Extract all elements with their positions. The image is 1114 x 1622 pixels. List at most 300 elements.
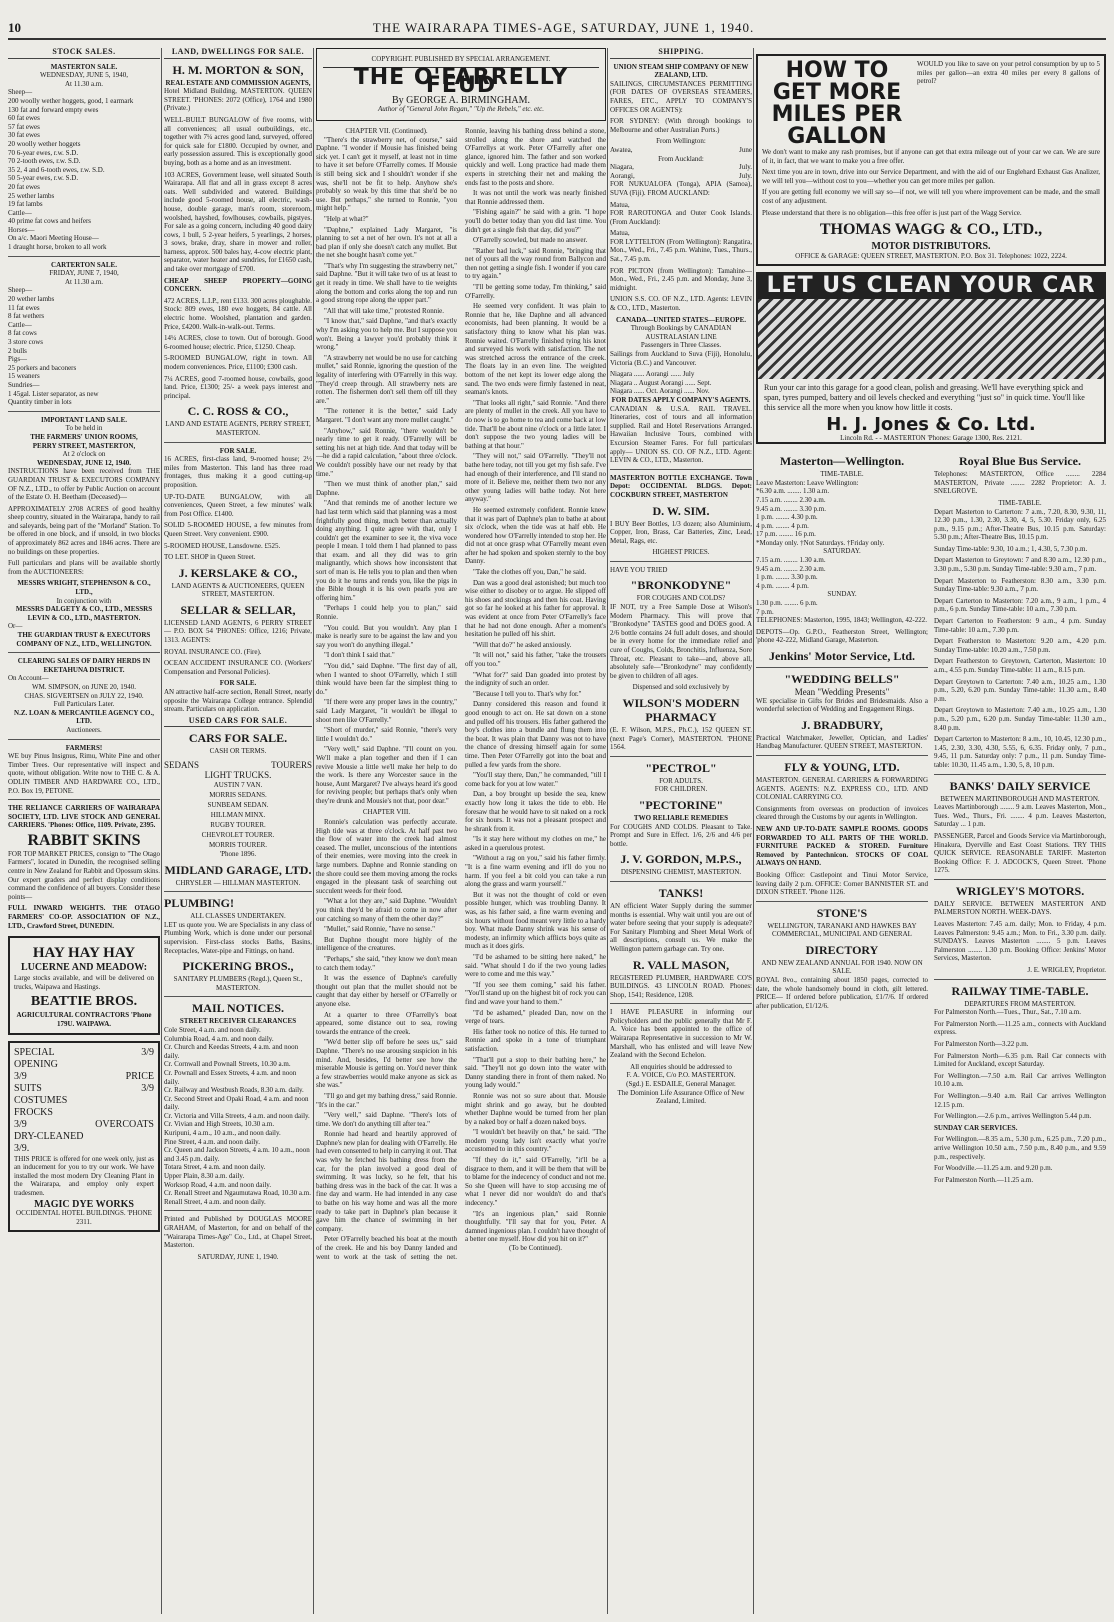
clean-banner: LET US CLEAN YOUR CAR [758,274,1104,299]
story-paragraph: "You could. But you wouldn't. Any plan I make is nearly sure to be against the law and you say you won't do anything illegal." [316,623,457,649]
street-receiver: STREET RECEIVER CLEARANCES [179,1017,297,1026]
sale-item: 70 6-year ewes, r.w. S.D. [8,148,79,157]
special-right: 3/9 [141,1082,154,1094]
bradbury-details: Practical Watchmaker, Jeweller, Optician, and Ladies' Handbag Manufacturer. QUEEN STREET, MASTERTON. [756,733,928,751]
car-row: CHEVROLET TOURER. [201,831,275,839]
column-serial-story [316,48,606,1614]
railway-row: For Palmerston North.—Tues., Thur., Sat., 7.10 a.m. [934,1008,1082,1017]
special-row [14,1143,154,1155]
story-paragraph: "I know that," said Daphne, "and that's exactly why I'm asking you to help me. But I suppose you won't. Being a lawyer you'd probably think it wrong." [316,317,457,352]
masthead-title: THE WAIRARAPA TIMES-AGE, SATURDAY, JUNE 1, 1940. [372,20,755,35]
hay-heading: HAY HAY HAY [32,945,136,962]
banks-line: BETWEEN MARTINBOROUGH AND MASTERTON. [940,794,1100,803]
railway-heading: RAILWAY TIME-TABLE. [951,983,1089,998]
sale-time: At 11.30 a.m. [64,277,104,286]
mail-item: Cr. Cornwall and Pownall Streets, 10.30 a.m. [164,1060,291,1069]
bradbury: J. BRADBURY, [801,717,883,732]
story-paragraph: "That looks all right," said Ronnie. "And there are plenty of mullet in the creek. All you have to do now is to go home to tea and come back at low tide. That'll be about nine o'clock or a little later. I don't suppose the two young ladies will be bathing at that hour." [465,398,606,450]
for-sale: FOR SALE. [219,679,257,688]
divider [934,879,1106,880]
chapter-heading: CHAPTER VIII. [362,807,411,816]
rabbit-skins-body: FOR TOP MARKET PRICES, consign to "The Otago Farmers", located in Dunedin, the recognised selling centre in New Zealand for Rabbit and Opossum skins. Our expert graders and perfect display conditions command the confidence of all buyers. Consider these points— [8,849,160,901]
column-land-dwellings [164,48,312,1614]
sale-item: 50 5-year ewes, r.w. S.D. [8,174,79,183]
royal-row: Depart Featherston to Greytown, Carterton, Masterton: 10 a.m., 4.55 p.m. Sunday Time-table: 11 a.m., 8.15 p.m. [934,657,1106,674]
land-sale-body: INSTRUCTIONS have been received from THE GUARDIAN TRUST & EXECUTORS COMPANY OF N.Z., LTD., to offer by Public Auction on account of the Estate O. H. Beetham (Deceased)— [8,467,160,502]
mail-notices: MAIL NOTICES. [191,1001,285,1016]
royal-row: Depart Masterton to Carterton: 7 a.m., 7.20, 8.30, 9.30, 11, 12.30 p.m., 1.30, 2.30, 3.30, 4, 5, 5.30. Friday only, 6.25 p.m., 9.15 p.m.; After-Theatre Bus, 10.15 p.m. Saturday: 5.30 p.m.; After-Theatre Bus, 10.15 p.m. [934,507,1106,542]
royal-row: Depart Masterton to Greytown: 7 and 8.30 a.m., 12.30 p.m., 3.30 p.m., 5.30 p.m. Sunday Time-table: 9.30 a.m., 7 p.m. [934,556,1106,574]
canada-heading: CANADA—UNITED STATES—EUROPE. [615,315,747,324]
pickering-bros: PICKERING BROS., [182,959,294,974]
car-row: LIGHT TRUCKS. [204,770,272,780]
remedies-body: For COUGHS AND COLDS. Pleasant to Take. Prompt and Sure in Effect. 1/6, 2/6 and 4/6 per bottle. [610,822,752,848]
divider [934,774,1106,775]
hay-advert [8,936,160,1034]
highest-prices: HIGHEST PRICES. [652,548,710,557]
story-paragraph: "Perhaps I could help you to plan," said Ronnie. [316,604,457,622]
divider [756,901,928,902]
clearing-line: Full Particulars Later. [53,700,115,709]
mw-telephones: TELEPHONES: Masterton, 1995, 1843; Wellington, 42-222. [756,616,927,625]
divider [8,256,160,257]
matua: Matua, [610,229,630,238]
dominion-line: (Sgd.) E. ESDAILE, General Manager. [626,1080,736,1089]
auctioneer: THE GUARDIAN TRUST & EXECUTORS COMPANY OF N.Z., LTD., WELLINGTON. [16,631,152,648]
mw-heading: Masterton—Wellington. [779,454,905,469]
agent-line: LICENSED LAND AGENTS, 6 PERRY STREET — P.O. BOX 54 'PHONES: Office, 1216; Private, 1313. AGENTS: [164,618,312,645]
nukualofa: FOR NUKUALOFA (Tonga), APIA (Samoa), SUVA (Fiji). FROM AUCKLAND: [610,180,752,197]
royal-row: Depart Carterton to Featherston: 9 a.m., 4 p.m. Sunday Time-table: 10 a.m., 7.30 p.m. [934,617,1106,634]
sale-date: FRIDAY, JUNE 7, 1940, [49,269,119,278]
special-right: PRICE [125,1070,154,1082]
mw-sub: TIME-TABLE. [820,470,864,479]
sale-item: 8 fat wethers [8,312,45,321]
special-row [14,1119,154,1131]
gallon-heading: HOW TO GET MORE MILES PER GALLON [771,58,903,149]
sale-item: 60 fat ewes [8,114,40,123]
story-paragraph: "You'll stay there, Dan," he commanded, "till I come back for you at low water." [465,771,606,788]
bottle-body: I BUY Beer Bottles, 1/3 dozen; also Aluminium, Copper, Iron, Brass, Car Batteries, Zinc, Lead, Metal, Rags, etc. [610,519,752,545]
bronkodyne-question: HAVE YOU TRIED [610,565,668,574]
stones-directory: DIRECTORY [805,942,879,957]
stones: STONE'S [816,905,868,920]
clearing-line: On Account— [8,674,49,683]
story-paragraph: "Then we must think of another plan," said Daphne. [316,480,457,497]
matua: Matua, [610,200,630,209]
mail-item: Cr. Second Street and Opaki Road, 4 a.m. and noon daily. [164,1094,309,1112]
car-illustration [758,299,1104,379]
story-paragraph: It was the essence of Daphne's carefully thought out plan that the mullet should not be caught that day either by herself or O'Farrelly or anyone else. [316,974,457,1008]
story-paragraph: "Short of murder," said Ronnie, "there's very little I wouldn't do." [316,726,457,743]
sale-item: Pigs— [8,355,28,364]
wedding-sub: Mean "Wedding Presents" [794,687,890,697]
jenkins: Jenkins' Motor Service, Ltd. [768,649,916,663]
divider [8,652,160,653]
sale-item: 70 2-tooth ewes, r.w. S.D. [8,157,81,166]
dominion-line: All enquiries should be addressed to [630,1062,732,1071]
story-paragraph: At a quarter to three O'Farrelly's boat appeared, some distance out to sea, rowing towards the entrance of the creek. [316,1010,457,1036]
mw-row: 17 p.m. ........ 16 p.m. [756,530,816,539]
sale-item: 20 fat ewes [8,182,40,191]
mail-item: Totara Street, 4 a.m. and noon daily. [164,1163,266,1172]
property-listing: 14¼ ACRES, close to town. Out of borough. Good 6-roomed house; electric. Price, £1250. Cheap. [164,334,312,351]
sale-item: 57 fat ewes [8,122,40,131]
mail-item: Cr. Church and Keedas Streets, 4 a.m. and noon daily. [164,1043,299,1060]
land-sale-body: Full particulars and plans will be available shortly from the AUCTIONEERS: [8,559,160,576]
railway-row: For Palmerston North—6.35 p.m. Rail Car connects with Limited for Auckland, except Saturday. [934,1051,1106,1069]
special-row [14,1107,154,1119]
story-paragraph: "That's why I'm suggesting the strawberry net," said Daphne. "But it will take two of us at least to get it ready in time. We shall have to tie weights along the bottom and corks along the top and run a good strong rope along the upper part." [316,261,457,305]
divider [8,799,160,800]
royal-row: Depart Featherston to Masterton: 9.20 a.m., 4.20 p.m. Sunday Time-table: 10.20 a.m., 7.50 p.m. [934,637,1106,654]
story-paragraph: Ronnie's calculation was perfectly accurate. High tide was at three o'clock. At half past two the flow of water into the creek had almost ceased. The mullet, unconscious of the intentions of their enemies, were moving into the creek in large numbers. Daphne and Ronnie standing on the shore could see them moving among the rocks engaged in the pleasant task of searching out succulent weeds for their food. [316,818,457,895]
car-row: SUNBEAM SEDAN. [207,801,269,809]
mw-depots: DEPOTS—Op. G.P.O., Featherston Street, Wellington; 'phone 42-222, Midland Garage, Masterton. [756,627,928,645]
property-listing: 7¼ ACRES, good 7-roomed house, cowbails, good land. Price, £1300; 25/- a week pays interest and principal. [164,374,312,400]
mail-item: Cr. Pownall and Essex Streets, 4 a.m. and noon daily. [164,1068,297,1086]
royal-phones: Telephones: MASTERTON, Office ........ 2284 MASTERTON, Private ........ 2282 Proprietor: A. J. SNELGROVE. [934,470,1106,496]
special-left: SUITS [14,1082,42,1094]
property-listing: 5-ROOMED HOUSE, Lansdowne. £525. [164,541,281,550]
beattie-details: AGRICULTURAL CONTRACTORS 'Phone 179U. WAIPAWA. [16,1011,152,1028]
story-paragraph: "Take the clothes off you, Dan," he said. [473,568,587,577]
fly-line: MASTERTON. GENERAL CARRIERS & FORWARDING AGENTS. AGENTS: N.Z. EXPRESS CO., LTD. AND COLONIAL CARRYING CO. [756,775,928,802]
banks-service: BANKS' DAILY SERVICE [949,778,1091,793]
canada-line: Through Bookings by CANADIAN AUSTRALASIAN LINE [630,324,732,341]
col5-right [934,450,1106,1187]
wedding-bells: "WEDDING BELLS" [784,672,900,686]
dry-clean-advert [8,1041,160,1233]
canada-sailing: Niagara ...... Oct. Aorangi ...... Nov. [610,387,710,396]
sale-item: Horses— [8,225,35,234]
tanks-heading: TANKS! [658,885,704,900]
property-listing: 16 ACRES, first-class land, 9-roomed house; 2½ miles from Masterton. This land has three road frontages, thus making it a good cutting-up proposition. [164,455,312,489]
land-sale-line: PERRY STREET, MASTERTON, [32,441,136,450]
property-listing: AN attractive half-acre section, Renall Street, nearly opposite the Wairarapa College entrance. Splendid stream. Particulars on application. [164,688,312,714]
railway-row: For Palmerston North—3.22 p.m. [934,1040,1029,1048]
sale-item: 200 woolly wether hoggets, good, 1 earmark [8,96,134,105]
gordon-details: DISPENSING CHEMIST, MASTERTON. [620,868,742,877]
canada-sailing: Niagara .. August Aorangi ...... Sept. [610,378,712,387]
car-row: AUSTIN 7 VAN. [213,781,263,789]
reliance-carriers: THE RELIANCE CARRIERS OF WAIRARAPA SOCIETY, LTD. LIVE STOCK AND GENERAL CARRIERS. 'Phones: Office, 1109. Private, 2395. [8,804,160,830]
car-row: MORRIS SEDANS. [209,791,267,799]
stones-body: ROYAL 8vo., containing about 1850 pages, corrected to date, the whole handsomely bound in cloth, gilt lettered. PRICE— If ordered before publication, £1/7/6. If ordered after publication, £1/12/6. [756,976,928,1010]
pectrol-line: FOR ADULTS. [659,776,703,785]
plumbing-heading: PLUMBING! [164,896,234,911]
story-paragraph: "If there were any proper laws in the country," said Lady Margaret, "it wouldn't be illegal to shoot men like O'Farrelly." [316,698,457,724]
story-paragraph: "You did," said Daphne. "The first day of all, when I wanted to shoot O'Farrelly, which I still think would have been far the simplest thing to do." [316,662,457,696]
special-left: FROCKS [14,1106,53,1118]
special-row [14,1047,154,1059]
car-row [164,760,312,770]
story-paragraph: "Mullet," said Ronnie, "have no sense." [324,925,435,934]
story-paragraph: But Daphne thought more highly of the intelligence of the creatures. [316,935,457,953]
banks-line: PASSENGER, Parcel and Goods Service via Martinborough, Hinakura, Dyerville and East Coast Stations. TRY THIS QUICK SERVICE. REASONABLE TARIFF. Masterton Booking Office: F. J. ADCOCK'S, Queen Street. 'Phone 1275. [934,831,1106,875]
story-paragraph: "Help at what?" [324,214,369,223]
special-row [14,1131,154,1143]
mw-row: Leave Masterton: Leave Wellington: [756,478,859,487]
agent-name: J. KERSLAKE & CO., [178,565,298,580]
royal-tt: TIME-TABLE. [998,498,1042,507]
lyttelton: FOR LYTTELTON (From Wellington): Rangatira, Mon., Wed., Fri., 7.45 p.m. Wahine, Tues., Thurs., Sat., 7.45 p.m. [610,237,752,264]
land-sale-title: IMPORTANT LAND SALE. [40,415,128,424]
sale-item: 130 fat and forward empty ewes [8,105,99,114]
property-listing: CHEAP SHEEP PROPERTY—GOING CONCERN. [164,276,312,294]
wrigleys: WRIGLEY'S MOTORS. [955,883,1085,898]
car-clean-advert [756,272,1106,444]
royal-row: Sunday Time-table: 9.30, 10 a.m.; 1, 4.30, 5, 7.30 p.m. [934,544,1088,553]
agent-name: C. C. ROSS & CO., [187,404,289,419]
agent-name: H. M. MORTON & SON, [172,62,304,77]
story-byline: By GEORGE A. BIRMINGHAM. [391,94,531,106]
fly-young: FLY & YOUNG, LTD. [784,759,900,774]
special-row [14,1071,154,1083]
sale-items [8,286,160,406]
mail-item: Cole Street, 4 a.m. and noon daily. [164,1025,261,1034]
magic-body: THIS PRICE is offered for one week only, just as an inducement for you to try our work. We have installed the most modern Dry Cleaning Plant in the Wairarapa, and employ only expert tradesmen. [14,1154,154,1197]
section-heading: SHIPPING. [610,48,752,59]
section-heading: STOCK SALES. [8,48,160,59]
railway-row: For Wellington.—9.40 a.m. Rail Car arrives Wellington 12.15 p.m. [934,1091,1106,1109]
dominion-line: F. A. VOICE, C/o P.O. MASTERTON. [626,1071,736,1080]
sale-date: WEDNESDAY, JUNE 5, 1940, [40,71,128,80]
story-paragraph: It was not until the work was nearly finished that Ronnie addressed them. [465,189,606,206]
divider [164,891,312,892]
divider [164,1210,312,1211]
royal-row: Depart Greytown to Carterton: 7.40 a.m., 10.25 a.m., 1.30 p.m., 5.20, 6.20 p.m. Sunday Time-table: 11.30 a.m., 8.40 p.m. [934,677,1106,703]
wrigley-line: Leaves Masterton: 7.45 a.m. daily; Mon. to Friday, 4 p.m. Leaves Palmerston: 9.45 a.m.; Mon. to Fri., 3.30 p.m. daily. SUNDAYS. Leaves Masterton ........ 5 p.m. Leaves Palmerston ........ 1.30 p.m. Booking Office: Jenkins' Motor Services, Masterton. [934,920,1106,963]
agent-address: Hotel Midland Building, MASTERTON. QUEEN STREET. 'PHONES: 2072 (Office), 1764 and 1980 (Private.) [164,87,312,113]
property-listing: TO LET. SHOP in Queen Street. [164,553,256,562]
rarotonga: FOR RAROTONGA and Outer Cook Islands. (From Auckland): [610,209,752,226]
sailing-date: July. [739,163,752,172]
story-paragraph: "That'll put a stop to their bathing here," he said. "They'll not go down into the water with Danny standing there in front of them naked. No young lady would." [465,1055,606,1090]
mail-item: Cr. Victoria and Villa Streets, 4 a.m. and noon daily. [164,1111,310,1120]
tanks-body: AN efficient Water Supply during the summer months is essential. Why wait until you are out of water before seeing that your supply is adequate? For Sanitary Plumbing and Sheet Metal Work of all descriptions, consult us. We make the Wellington pattern garbage can. Try one. [610,901,752,953]
union-sailings: SAILINGS, CIRCUMSTANCES PERMITTING (FOR DATES OF OVERSEAS STEAMERS, FARES, ETC., APPLY TO COMPANY'S OFFICES OR AGENTS): [610,79,752,114]
sailing-ship: Awatea, [610,145,633,154]
railway-row: For Palmerston North.—11.25 a.m. [934,1175,1034,1184]
royal-blue: Royal Blue Bus Service. [959,454,1081,469]
story-paragraph: "Rather bad luck," said Ronnie, "bringing that net of yours all the way round from Ballycon and then not getting a single fish. I wonder if you care to try again." [465,246,606,281]
story-paragraph: "A strawberry net would be no use for catching mullet," said Ronnie, ignoring the question of the legality of interfering with O'Farrelly in this way. "They'd creep through. All strawberry nets are rotten. The fishermen don't sell them off till they are." [316,353,457,405]
sale-item: 19 fat lambs [8,200,43,209]
divider [934,979,1106,980]
story-paragraph: "Without a rag on you," said his father firmly. "It is a fine warm evening and it'll do you no harm. If you feel a bit cold you can take a run along the grass and warm yourself." [465,854,606,889]
mail-item: Upper Plain, 8.30 a.m. daily. [164,1172,245,1181]
imprint: Printed and Published by DOUGLAS MOORE GRAHAM, of Masterton, for and on behalf of the "Wairarapa Times-Age" Co., Ltd., at Chapel Street, Masterton. [164,1215,312,1250]
dominion-line: The Dominion Life Assurance Office of New Zealand, Limited. [617,1088,745,1106]
midland-garage: MIDLAND GARAGE, LTD. [164,862,312,877]
story-paragraph: Ronnie was not so sure about that. Mousie might shrink and go away, but he doubted whether Daphne would be turned from her plan by a naked boy or half a dozen naked boys. [465,1091,606,1126]
railway-row: For Woodville.—11.25 a.m. and 9.20 p.m. [934,1164,1053,1173]
story-paragraph: "The rottener it is the better," said Lady Margaret. "I don't want any more mullet caught." [316,407,457,424]
magic-dye-works: MAGIC DYE WORKS [34,1198,134,1210]
sale-item: On a/c. Maori Meeting House— [8,234,99,243]
divider [164,996,312,997]
mw-row: 1 p.m. ........ 4.30 p.m. [756,513,818,522]
pickering-details: SANITARY PLUMBERS (Regd.), Queen St., MASTERTON. [173,975,303,992]
car-row: MORRIS TOURER. [208,841,268,849]
cars-heading: CARS FOR SALE. [188,731,288,746]
mail-item: Cr. Renall Street and Ngaumutawa Road, 10.30 a.m. [164,1189,311,1198]
vall-mason: R. VALL MASON, [632,957,730,972]
sale-item: 15 weaners [8,372,40,381]
car-list [164,760,312,850]
gallon-para: We don't want to make any rash promises, but if anyone can get that extra mileage out of your car we can. We are sure of it, in fact, that we want to make you a free offer. [762,148,1100,165]
story-paragraph: "What for?" said Dan goaded into protest by the indignity of such an order. [465,670,606,688]
bronkodyne-body: IF NOT, try a Free Sample Dose at Wilson's Modern Pharmacy. This will prove that "Bronkodyne" TASTES good and DOES good. A 2/6 bottle contains 24 full adult doses, and should be in every home for the immediate relief and cure of Coughs, Colds, Bronchitis, Influenza, Sore Throat, etc. Pleasant to take—and, above all, absolutely safe—"Bronkodyne" may confidently be given to children of all ages. [610,603,752,680]
wrigley-line: DAILY SERVICE. BETWEEN MASTERTON AND PALMERSTON NORTH. WEEK-DAYS. [934,899,1106,917]
plumbing-body: LET us quote you. We are Specialists in any class of Plumbing Work, which is done under our personal supervision. First-class stocks Baths, Basins, Receptacles, Water-pipe and Fittings, on hand. [164,920,312,955]
special-left: SPECIAL [14,1046,55,1058]
story-paragraph: "They will not," said O'Farrelly. "They'll not bathe here today, not till you get my fish safe. I've had enough of their interference, and I'll stand no more of it. Believe me, neither them two nor any other young ladies will bathe today. Not here anyway." [465,452,606,504]
hay-subheading: LUCERNE AND MEADOW: [20,962,148,974]
column-motoring [756,48,1106,1614]
special-list [14,1047,154,1155]
divider [610,1003,752,1004]
wrigley-line: J. E. WRIGLEY, Proprietor. [1027,966,1106,975]
story-paragraph: "I'd be ashamed to be sitting here naked," he said. "What should I do if the two young ladies were to come and me this way." [465,953,606,979]
story-paragraph: "Because I tell you to. That's why for." [473,689,582,698]
story-paragraph: Danny considered this reason and found it good enough to act on. He sat down on a stone and pulled off his trousers. His father gathered the boy's clothes into a bundle and flung them into the boat. It was plain that Danny was not to have the chance of dressing himself again for some time. Then Peter O'Farrelly got into the boat and pulled a few yards from the shore. [465,700,606,769]
mw-row: *6.30 a.m. ........ 1.30 a.m. [756,487,830,496]
sale-item: 35 2, 4 and 6-tooth ewes, r.w. S.D. [8,165,105,174]
canada-sailing: Niagara ...... Aorangi ...... July [610,370,695,379]
special-row [14,1095,154,1107]
bottle-exchange: MASTERTON BOTTLE EXCHANGE. Town Depot: OCCIDENTAL BLDGS. Depot: COCKBURN STREET, MASTERTON [610,473,752,499]
special-right: 3/9 [141,1046,154,1058]
section-heading: LAND, DWELLINGS FOR SALE. [164,48,312,59]
sydney-heading: FOR SYDNEY: (With through bookings to Melbourne and other Australian Ports.) [610,117,752,134]
special-row [14,1059,154,1071]
gallon-para: WOULD you like to save on your petrol consumption by up to 5 miles per gallon—an extra 40 miles per every 8 gallons of petrol? [917,60,1100,86]
story-paragraphs [316,127,606,1261]
sale-item: Sheep— [8,286,33,295]
farmers-heading: FARMERS! [65,743,103,752]
mail-item: Columbia Road, 4 a.m. and noon daily. [164,1034,274,1043]
special-left: DRY-CLEANED [14,1130,84,1142]
farmers-body: WE buy Pinus Insignus, Rimu, White Pine and other Timber Trees. Our representative will inspect and quote, without obligation. Write now to THE C. & A. ODLIN TIMBER AND HARDWARE CO., LTD., P.O. Box 19, PETONE. [8,752,160,795]
bronkodyne-heading: "BRONKODYNE" [630,578,732,593]
sale-item: 1 45gal. Lister separator, as new [8,389,99,398]
sale-item: 1 draught horse, broken to all work [8,243,107,252]
clearing-line: CHAS. SIGVERTSEN on JULY 22, 1940. [24,691,144,700]
railway-row: For Wellington.—8.35 a.m., 5.30 p.m., 6.25 p.m., 7.20 p.m., arrive Wellington 10.50 a.m., 7.50 p.m., 8.40 p.m., and 9.59 p.m., respectively. [934,1135,1106,1161]
story-paragraph: "If you see them coming," said his father. "You'll stand up on the highest bit of rock you can find and wave your hand to them." [465,980,606,1006]
gordon: J. V. GORDON, M.P.S., [620,852,742,867]
midland-details: CHRYSLER — HILLMAN MASTERTON. [175,878,301,887]
mw-row: 1 p.m. ........ 3.30 p.m. [756,573,818,582]
mw-row: 4 p.m. ........ 4 p.m. [756,581,809,590]
land-sale-line: WEDNESDAY, JUNE 12, 1940. [36,458,131,467]
from-wellington: From Wellington: [656,137,706,146]
story-body [316,127,606,1261]
mason-details: REGISTERED PLUMBER, HARDWARE CO'S BUILDINGS. 43 LINCOLN ROAD. Phones: Shop, 1541; Residence, 1208. [610,973,752,999]
story-paragraph: O'Farrelly scowled, but made no answer. [473,236,588,245]
canada-line: Sailings from Auckland to Suva (Fiji), Honolulu, Victoria (B.C.) and Vancouver. [610,350,752,367]
wilson-pharmacy: WILSON'S MODERN PHARMACY [622,696,740,724]
pectorine: "PECTORINE" [638,797,724,812]
wilson-address: (E. F. Wilson, M.P.S., Ph.C.), 152 QUEEN ST. (next Page's Corner), MASTERTON. 'PHONE 1564. [610,726,752,752]
mw-row: SUNDAY. [827,590,857,599]
car-row: RUGBY TOURER. [210,821,266,829]
story-paragraph: "I'll be getting some today, I'm thinking," said O'Farrelly. [465,283,606,300]
land-sale-line: THE FARMERS' UNION ROOMS, [30,432,138,441]
story-paragraph: "Perhaps," she said, "they know we don't mean to catch them today." [316,955,457,972]
royal-row: Depart Carterton to Masterton: 8 a.m., 10, 10.45, 12.30 p.m., 1.45, 2.30, 3.30, 4.30, 5.55, 6, 6.35. Friday only, 7 p.m., 9.45, 11 p.m. Saturday only: 7 p.m., 11 p.m. Sunday Time-table: 10.30, 11.45 a.m., 1.30, 5, 8, 10 p.m. [934,735,1106,769]
column-rule [161,48,162,1614]
gallon-para: If you are getting full economy we will say so—if not, we will tell you where improvement can be made, and the small cost of any adjustment. [762,188,1100,205]
story-paragraph: "It will not," said his father, "take the trousers off you too." [465,651,606,668]
mw-row: 4 p.m. ........ 4 p.m. [756,521,809,530]
sale-item: 20 wether lambs [8,295,55,304]
mw-row: 7.15 a.m. ........ 2.30 a.m. [756,495,826,504]
col5-left [756,450,928,1187]
railway-row: For Wellington.—7.50 a.m. Rail Car arrives Wellington 10.10 a.m. [934,1071,1106,1089]
plumbing-subheading: ALL CLASSES UNDERTAKEN. [190,912,286,921]
dominion-body: I HAVE PLEASURE in informing our Policyholders and the public generally that Mr F. A. Voice has been appointed to the office of Wairarapa Representative in succession to Mr W. Marshall, who has enlisted and will leave New Zealand with the Second Echelon. [610,1008,752,1060]
sale-title: MASTERTON SALE. [50,62,118,71]
story-paragraph: But it was not the thought of cold or even possible hunger, which was troubling Danny. It was, as his father said, a fine warm evening and six hours without food meant very little to a hardy boy. What made Danny shrink was his sense of modesty, an infirmity which afflicts boys quite as much as it does girls. [465,890,606,951]
sailing-row: From Auckland: [658,154,704,163]
railway-row: SUNDAY CAR SERVICES. [934,1123,1018,1132]
wagg-name: THOMAS WAGG & CO., LTD., [819,221,1043,239]
mail-item: Pine Street, 4 a.m. and noon daily. [164,1137,260,1146]
garage-phone: 'Phone 1896. [219,850,257,858]
story-paragraph: "Is it stay here without my clothes on me," he asked in a querulous protest. [465,835,606,852]
agent-name: SELLAR & SELLAR, [180,602,296,617]
story-continued: (To be Continued). [509,1244,562,1252]
special-right: OVERCOATS [95,1118,154,1130]
wedding-body: WE specialise in Gifts for Brides and Bridesmaids. Also a wonderful selection of Wedding and Engagement Rings. [756,696,928,714]
special-left: OPENING [14,1058,58,1070]
story-paragraph: "All that will take time," protested Ronnie. [324,306,445,315]
wagg-address: OFFICE & GARAGE: QUEEN STREET, MASTERTON. P.O. Box 31. Telephones: 1022, 2224. [795,251,1067,260]
mail-item: Cr. Queen and Jackson Streets, 4 a.m. 10 a.m., noon and 3.45 p.m. daily. [164,1146,310,1163]
property-listing: 5-ROOMED BUNGALOW, right in town. All modern conveniences. Price, £1100; £300 cash. [164,354,312,371]
sailing-date: June [739,145,752,154]
stones-line: AND NEW ZEALAND ANNUAL FOR 1940. NOW ON SALE. [761,958,923,976]
special-left: 3/9 [14,1118,27,1130]
sailing-row [610,146,752,155]
dw-sim: D. W. SIM. [652,503,710,518]
shipping-agents: UNION S.S. CO. OF N.Z., LTD. Agents: LEVIN & CO., LTD., Masterton. [610,295,752,313]
section-heading: USED CARS FOR SALE. [164,717,312,728]
clean-text: Run your car into this garage for a good clean, polish and greasing. We'll have everything spick and span, tyres pumped, battery and oil levels checked and everything "just so" in quick time. You'll like this service all the more when you know how little it costs. [764,382,1085,412]
car-row: HILLMAN MINX. [210,811,266,819]
magic-address: OCCIDENTAL HOTEL BUILDINGS. 'PHONE 2311. [16,1209,152,1226]
column-rule [313,48,314,1614]
sale-item: 11 fat ewes [8,303,40,312]
column-rule [753,48,754,1614]
mw-row: 1.30 p.m. ........ 6 p.m. [756,599,818,608]
railway-row: For Palmerston North.—11.25 a.m., connects with Auckland express. [934,1019,1106,1037]
sale-item: 20 woolly wether hoggets [8,139,81,148]
sale-item: Sheep— [8,88,33,97]
royal-row: Depart Carterton to Masterton: 7.20 a.m., 9 a.m., 1 p.m., 4 p.m., 6 p.m. Sunday Time-table: 10 a.m., 7.30 p.m. [934,596,1106,614]
land-sale-line: To be held in [65,424,103,433]
fly-line: Booking Office: Castlepoint and Tinui Motor Service, leaving daily 2 p.m. OFFICE: Corner BANNISTER ST. and DIXON STREET. 'Phone 1126. [756,870,928,897]
clearing-line: Auctioneers. [66,725,102,734]
story-paragraph: "I'll go and get my bathing dress," said Ronnie. "It's in the car." [316,1091,457,1109]
union-company: UNION STEAM SHIP COMPANY OF NEW ZEALAND, LTD. [613,62,749,80]
imprint-date: SATURDAY, JUNE 1, 1940. [197,1252,279,1261]
land-sale-body: APPROXIMATELY 2708 ACRES of good healthy sheep country, situated in the Wairarapa, handy to rail and saleyards, being part of the "Morland" Station. To be offered in one block, and if unsold, in two blocks of approximately 862 acres and 1846 acres. There are no buildings on these properties. [8,504,160,556]
story-paragraph: "And that reminds me of another lecture we had last term which said that planning was a most frightfully good thing, much better than actually doing anything. I quite agree with that, only I couldn't get the examiner to see it, the viva voce people I mean. I told them I had planned to pass that exam. and all they did was to grin malignantly, which shows how inconsistent that sort of man is. He tells you to plan and then when you do it he turns and rends you, like the pigs in the Bible though it is his own pearls you are offering him." [316,499,457,602]
